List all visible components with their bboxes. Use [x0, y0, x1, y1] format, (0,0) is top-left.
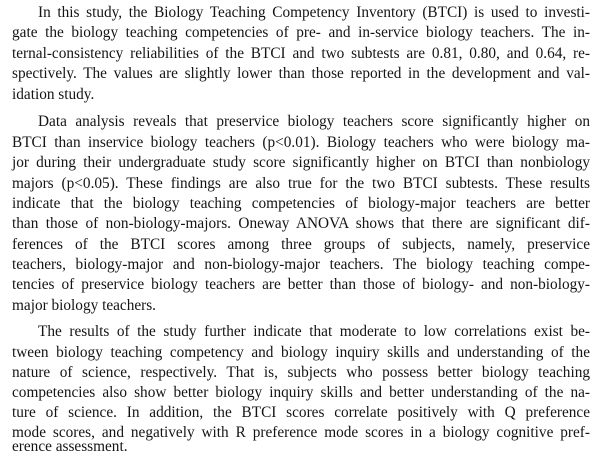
paragraph-3-line-7: erence assessment. [12, 438, 128, 455]
paragraph-3-line-5: ture of science. In addition, the BTCI scores correlate positively with Q preference [12, 404, 590, 421]
paragraph-2-line-7: ferences of the BTCI scores among three groups of subjects, namely, preservice [12, 236, 590, 253]
paragraph-3-line-1: The results of the study further indicate that moderate to low correlations exist be- [38, 323, 590, 340]
paragraph-1-line-4: spectively. The values are slightly lower than those reported in the development and val- [12, 65, 590, 82]
paragraph-3-line-3: nature of science, respectively. That is, subjects who possess better biology teaching [12, 364, 590, 381]
paragraph-3-line-6: mode scores, and negatively with R preference mode scores in a biology cognitive pref- [12, 424, 590, 441]
paragraph-2-line-2: BTCI than inservice biology teachers (p<0.01). Biology teachers who were biology ma- [12, 134, 590, 151]
paragraph-1-line-2: gate the biology teaching competencies of pre- and in-service biology teachers. The in- [12, 24, 590, 41]
paragraph-1-line-1: In this study, the Biology Teaching Competency Inventory (BTCI) is used to investi- [38, 4, 590, 21]
paragraph-2-line-4: majors (p<0.05). These findings are also true for the two BTCI subtests. These results [12, 175, 590, 192]
paragraph-2-line-6: than those of non-biology-majors. Oneway ANOVA shows that there are significant dif- [12, 215, 590, 232]
paragraph-2-line-10: major biology teachers. [12, 297, 156, 314]
paragraph-1-line-5: idation study. [12, 86, 95, 103]
paragraph-3-line-2: tween biology teaching competency and biology inquiry skills and understanding of the [12, 344, 590, 361]
paragraph-2-line-5: indicate that the biology teaching competencies of biology-major teachers are better [12, 195, 590, 212]
paragraph-2-line-9: tencies of preservice biology teachers are better than those of biology- and non-biology- [12, 276, 590, 293]
paragraph-2-line-3: jor during their undergraduate study score significantly higher on BTCI than nonbiology [12, 154, 590, 171]
paragraph-1-line-3: ternal-consistency reliabilities of the BTCI and two subtests are 0.81, 0.80, and 0.64, re- [12, 45, 590, 62]
paragraph-2-line-8: teachers, biology-major and non-biology-major teachers. The biology teaching compe- [12, 256, 590, 273]
paragraph-2-line-1: Data analysis reveals that preservice biology teachers score significantly higher on [38, 113, 590, 130]
paragraph-3-line-4: competencies also show better biology inquiry skills and better understanding of the na- [12, 384, 590, 401]
